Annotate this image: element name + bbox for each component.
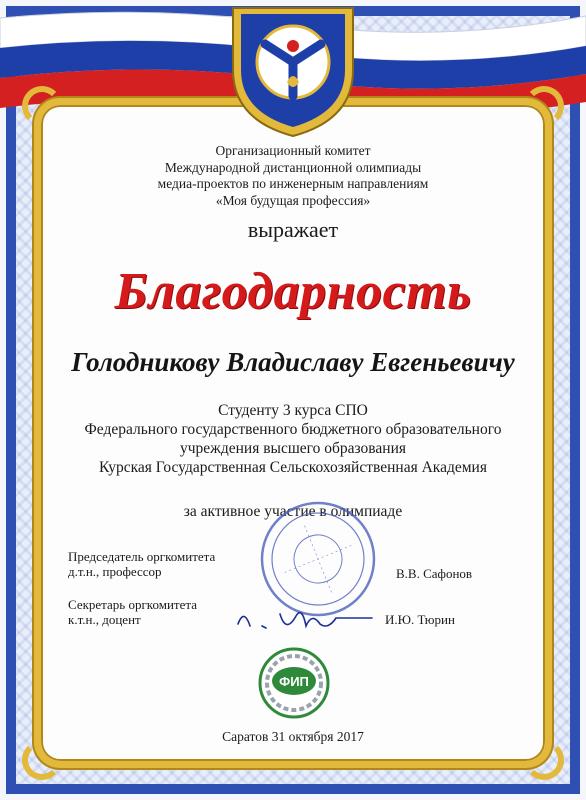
student-info [40, 401, 546, 477]
organizer-line: «Моя будущая профессия» [215, 192, 371, 208]
issue-date: Саратов 31 октября 2017 [222, 729, 364, 744]
ornament-corner [22, 740, 62, 780]
recipient-name: Голодникову Владиславу Евгеньевичу [71, 347, 515, 377]
secretary-name: И.Ю. Тюрин [385, 612, 455, 627]
certificate-title: Благодарность [114, 263, 472, 320]
organizer-line: Международной дистанционной олимпиады [164, 159, 422, 175]
student-line: Федерального государственного бюджетного образовательного [84, 421, 502, 438]
participation-text: за активное участие в олимпиаде [183, 503, 403, 520]
chairman-name: В.В. Сафонов [396, 566, 473, 581]
secretary-degree: к.т.н., доцент [68, 612, 141, 627]
fip-logo-icon [246, 647, 342, 719]
student-line: Студенту 3 курса СПО [218, 402, 368, 419]
handwritten-signature [232, 598, 382, 638]
ornament-corner [22, 86, 62, 126]
organizer-line: Организационный комитет [215, 143, 371, 158]
organizer-block [40, 143, 546, 209]
university-emblem-icon [221, 0, 365, 140]
expresses-text: выражает [247, 217, 339, 242]
chairman-block [68, 549, 215, 579]
chairman-degree: д.т.н., профессор [68, 564, 162, 579]
ornament-corner [524, 740, 564, 780]
fip-logo-text: ФИП [279, 674, 309, 689]
secretary-role: Секретарь оргкомитета [68, 597, 197, 612]
student-line: учреждения высшего образования [179, 440, 407, 457]
student-line: Курская Государственная Сельскохозяйственная Академия [99, 459, 487, 476]
chairman-role: Председатель оргкомитета [68, 549, 216, 564]
organizer-line: медиа-проектов по инженерным направлениям [157, 176, 429, 191]
ornament-corner [524, 86, 564, 126]
secretary-block [68, 597, 197, 627]
